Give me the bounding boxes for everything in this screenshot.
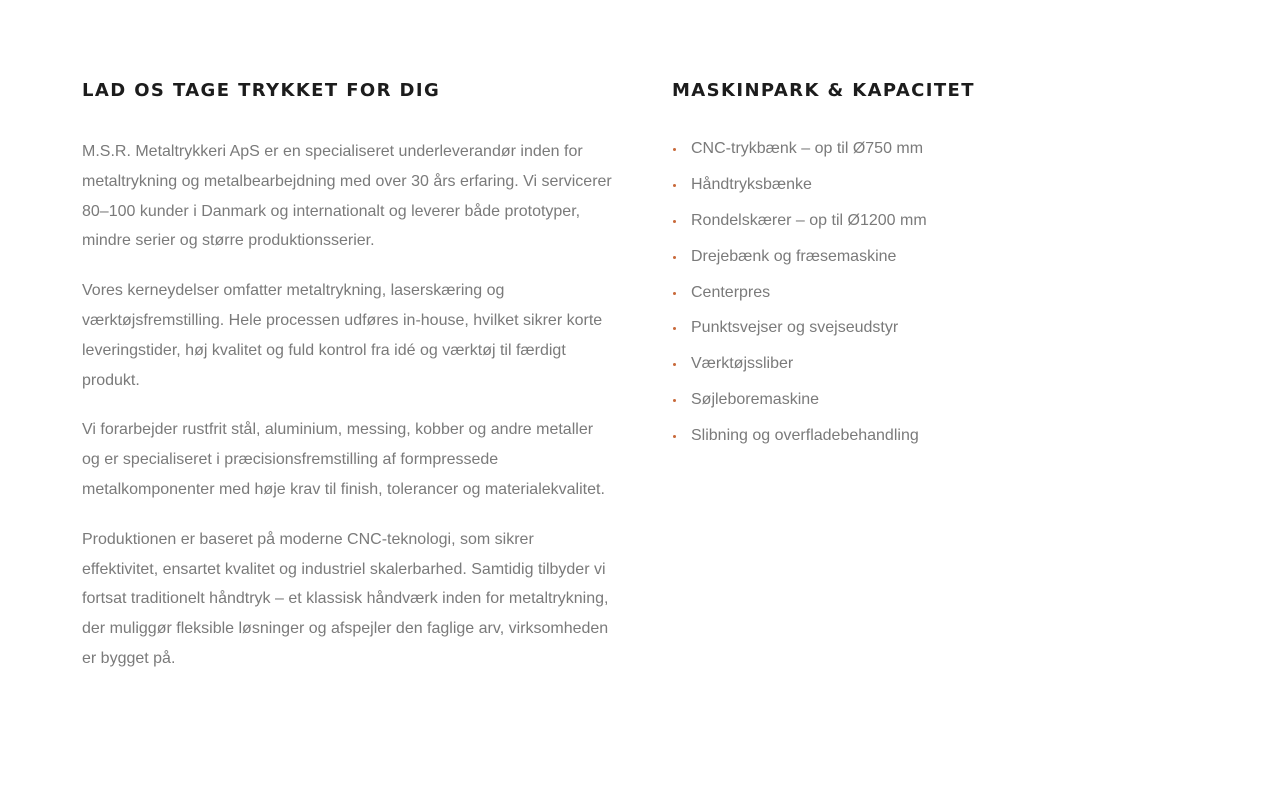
machinery-item-label: Slibning og overfladebehandling bbox=[691, 427, 919, 445]
bullet-icon bbox=[673, 435, 676, 438]
machinery-list-item bbox=[672, 247, 1192, 267]
about-paragraph: M.S.R. Metaltrykkeri ApS er en specialiseret underleverandør inden for metaltrykning og metalbearbejdning med over 30 års erfaring. Vi servicerer 80–100 kunder i Danmark og internationalt og leverer både prototyper, mindre serier og større produktionsserier. bbox=[82, 143, 612, 250]
machinery-item-label: Værktøjssliber bbox=[691, 355, 794, 373]
machinery-heading: MASKINPARK & KAPACITET bbox=[672, 80, 975, 101]
machinery-list bbox=[672, 139, 1192, 446]
about-heading: LAD OS TAGE TRYKKET FOR DIG bbox=[82, 80, 441, 101]
bullet-icon bbox=[673, 220, 676, 223]
machinery-list-item bbox=[672, 426, 1192, 446]
machinery-list-item bbox=[672, 318, 1192, 338]
bullet-icon bbox=[673, 399, 676, 402]
machinery-item-label: CNC-trykbænk – op til Ø750 mm bbox=[691, 140, 924, 157]
about-paragraph: Produktionen er baseret på moderne CNC-teknologi, som sikrer effektivitet, ensartet kvalitet og industriel skalerbarhed. Samtidig tilbyder vi fortsat traditionelt håndtryk – et klassisk håndværk inden for metaltrykning, der muliggør fleksible løsninger og afspejler den faglige arv, virksomheden er bygget på. bbox=[82, 530, 609, 667]
machinery-list-item bbox=[672, 211, 1192, 231]
machinery-list-item bbox=[672, 390, 1192, 410]
bullet-icon bbox=[673, 184, 676, 187]
machinery-list-item bbox=[672, 283, 1192, 303]
about-paragraph: Vi forarbejder rustfrit stål, aluminium, messing, kobber og andre metaller og er specialiseret i præcisionsfremstilling af formpressede metalkomponenter med høje krav til finish, tolerancer og materialekvalitet. bbox=[82, 421, 605, 498]
machinery-item-label: Søjleboremaskine bbox=[691, 391, 820, 409]
machinery-item-label: Drejebænk og fræsemaskine bbox=[691, 247, 897, 265]
machinery-list-item bbox=[672, 354, 1192, 374]
machinery-column bbox=[672, 79, 1192, 462]
machinery-item-label: Håndtryksbænke bbox=[691, 175, 812, 193]
about-column bbox=[82, 79, 612, 694]
bullet-icon bbox=[673, 256, 676, 259]
about-paragraph: Vores kerneydelser omfatter metaltrykning, laserskæring og værktøjsfremstilling. Hele processen udføres in-house, hvilket sikrer korte leveringstider, høj kvalitet og fuld kontrol fra idé og værktøj til færdigt produkt. bbox=[82, 282, 603, 389]
about-paragraphs bbox=[82, 137, 612, 674]
machinery-list-item bbox=[672, 139, 1192, 159]
machinery-item-label: Centerpres bbox=[691, 283, 771, 301]
bullet-icon bbox=[673, 292, 676, 295]
machinery-item-label: Punktsvejser og svejseudstyr bbox=[691, 319, 899, 337]
bullet-icon bbox=[673, 148, 676, 151]
bullet-icon bbox=[673, 363, 676, 366]
machinery-list-item bbox=[672, 175, 1192, 195]
machinery-item-label: Rondelskærer – op til Ø1200 mm bbox=[691, 211, 927, 229]
bullet-icon bbox=[673, 327, 676, 330]
